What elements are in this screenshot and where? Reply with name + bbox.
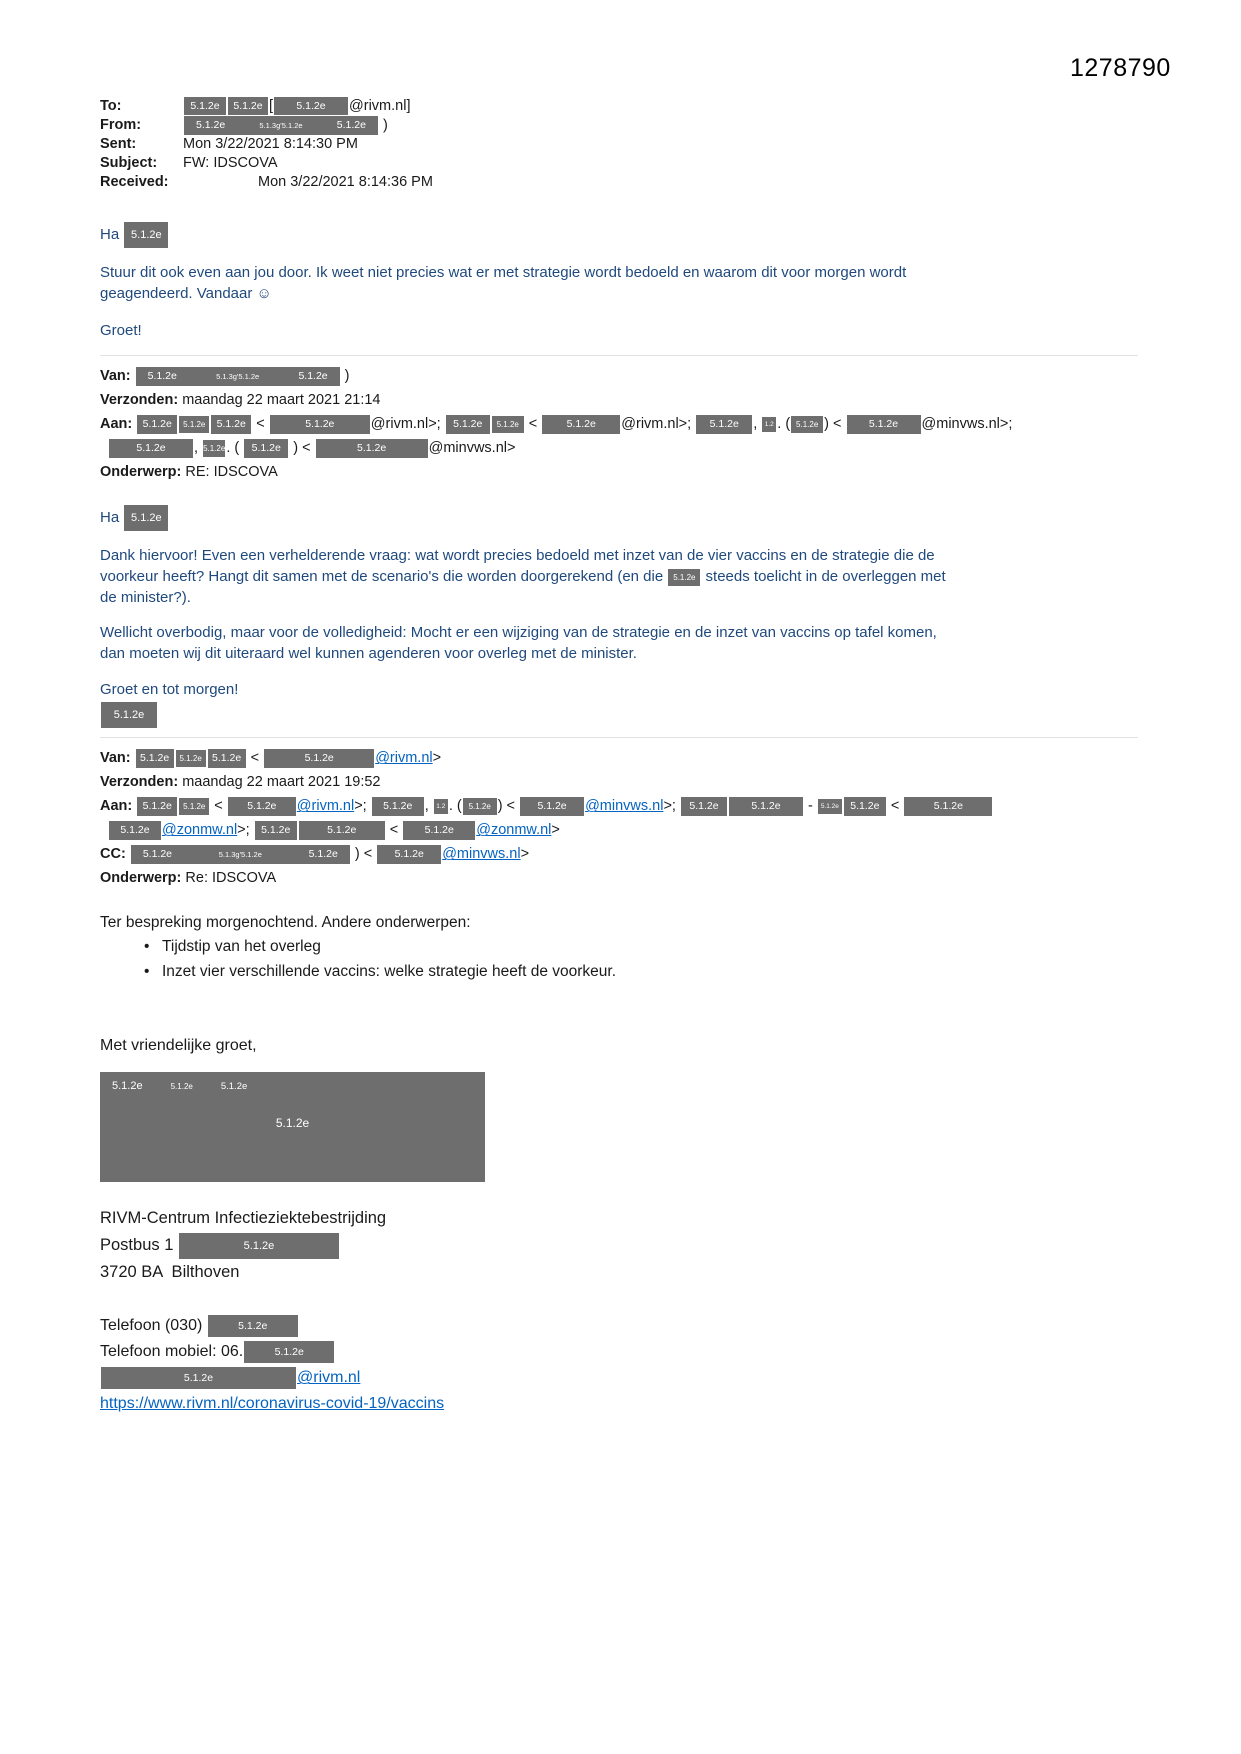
header-row-from <box>100 116 1160 135</box>
redaction-box: 5.1.2e 5.1.3g'5.1.2e 5.1.2e <box>136 367 340 386</box>
text-run: < <box>524 416 542 433</box>
redaction-box: 5.1.2e <box>179 416 209 433</box>
text-run: < <box>210 798 227 815</box>
quote-row-onderwerp <box>100 866 1160 890</box>
quoted-header-1 <box>100 364 1160 484</box>
redaction-box: 5.1.2e <box>542 415 620 434</box>
quote-row-onderwerp <box>100 460 1160 484</box>
quote-row-aan <box>100 412 1160 460</box>
redaction-box: 5.1.2e <box>270 415 370 434</box>
subject-label: Subject: <box>100 155 158 172</box>
cc-label: CC: <box>100 846 126 863</box>
redaction-box: 5.1.2e <box>208 749 246 768</box>
header-row-to <box>100 97 1160 116</box>
redaction-labels-row <box>100 1072 485 1092</box>
redaction-box: 5.1.2e <box>203 440 225 457</box>
text-run: geagendeerd. Vandaar ☺ <box>100 285 272 303</box>
redaction-box: 5.1.2e <box>668 569 700 586</box>
paragraph <box>100 622 1160 664</box>
text-run: steeds toelicht in de overleggen met <box>701 568 946 586</box>
greeting-line <box>100 505 1160 531</box>
from-value <box>183 116 388 135</box>
redaction-box: 5.1.2e <box>372 797 424 816</box>
text-run: >; <box>354 798 371 815</box>
text-run: < <box>886 798 904 815</box>
redaction-box: 5.1.2e <box>109 821 161 840</box>
redaction-box: 5.1.2e <box>492 416 524 433</box>
text-run: Ha <box>100 226 124 244</box>
redaction-box: 5.1.2e <box>299 821 385 840</box>
mail-header <box>100 0 1160 192</box>
redaction-box: 5.1.2e <box>681 797 727 816</box>
redaction-box: 5.1.2e <box>228 797 296 816</box>
text-run: > <box>520 846 530 863</box>
header-row-received <box>100 173 1160 192</box>
text-run: Wellicht overbodig, maar voor de volledigheid: Mocht er een wijziging van de strategie en de inzet van vaccins op tafel komen, <box>100 624 937 642</box>
text-run: Stuur dit ook even aan jou door. Ik weet niet precies wat er met strategie wordt bedoeld en waarom dit voor morgen wordt <box>100 264 907 282</box>
redaction-box: 5.1.2e <box>255 821 297 840</box>
text-run: ) < <box>289 440 315 457</box>
text-run: - <box>803 798 817 815</box>
redaction-box: 5.1.2e <box>137 797 177 816</box>
hyperlink[interactable]: @zonmw.nl <box>476 822 552 839</box>
quote-row-aan <box>100 794 1160 842</box>
van-label: Van: <box>100 750 131 767</box>
text-run: , <box>194 440 203 457</box>
redaction-box: 5.1.2e <box>446 415 490 434</box>
redaction-box: 5.1.2e 5.1.3g'5.1.2e 5.1.2e <box>131 845 350 864</box>
onderwerp-value: RE: IDSCOVA <box>185 464 278 481</box>
aan-label: Aan: <box>100 416 133 433</box>
redaction-box: 5.1.2e <box>136 749 174 768</box>
redaction-box: 5.1.2e <box>179 798 209 815</box>
text-run: ) <box>340 368 350 385</box>
text-run: voorkeur heeft? Hangt dit samen met de scenario's die worden doorgerekend (en die <box>100 568 668 586</box>
redaction-box: 5.1.2e <box>179 1233 339 1259</box>
redaction-box: 5.1.2e <box>463 798 497 815</box>
hyperlink[interactable]: @rivm.nl <box>297 1369 361 1387</box>
redacted-signature-block <box>100 1072 485 1182</box>
redaction-box: 5.1.2e <box>377 845 441 864</box>
signature <box>100 1205 1160 1417</box>
text-run: @minvws.nl>; <box>921 416 1013 433</box>
quote-row-van <box>100 746 1160 770</box>
closing-line: Groet! <box>100 322 142 340</box>
bullet-icon: • <box>144 938 150 956</box>
text-run: ) < <box>824 416 846 433</box>
redaction-box: 5.1.2e <box>844 797 886 816</box>
text-run: >; <box>663 798 680 815</box>
redaction-box: 5.1.2e <box>244 439 288 458</box>
list-item <box>100 934 1160 959</box>
bullet-icon: • <box>144 963 150 981</box>
intro-line: Ter bespreking morgenochtend. Andere onderwerpen: <box>100 914 471 932</box>
redaction-box: 5.1.2e <box>696 415 752 434</box>
redaction-box: 5.1.2e <box>791 416 823 433</box>
closing-line: Groet en tot morgen! <box>100 681 239 699</box>
text-run: . ( <box>448 798 462 815</box>
text-run: [ <box>269 98 274 114</box>
header-row-subject <box>100 154 1160 173</box>
text-run: Dank hiervoor! Even een verhelderende vraag: wat wordt precies bedoeld met inzet van de vier vaccins en de strategie die de <box>100 547 935 565</box>
text-run: . ( <box>777 416 791 433</box>
redaction-box: 5.1.2e <box>228 97 268 115</box>
text-run: < <box>246 750 264 767</box>
verzonden-value: maandag 22 maart 2021 21:14 <box>182 392 381 409</box>
text-run: > <box>432 750 442 767</box>
redaction-box: 5.1.2e <box>137 415 177 434</box>
redaction-box: 5.1.2e 5.1.3g'5.1.2e 5.1.2e <box>184 116 378 135</box>
to-label: To: <box>100 98 122 114</box>
redaction-label: 5.1.2e <box>220 1081 248 1093</box>
text-run: > <box>551 822 560 839</box>
text-run: @rivm.nl>; <box>621 416 696 433</box>
city-line: 3720 BA Bilthoven <box>100 1263 240 1282</box>
paragraph <box>100 262 1160 304</box>
quote-divider <box>100 737 1138 738</box>
text-run: Postbus 1 <box>100 1236 178 1255</box>
phone-line <box>100 1313 1160 1339</box>
quote-row-van <box>100 364 1160 388</box>
redaction-box: 5.1.2e <box>274 97 348 115</box>
postbus-line <box>100 1232 1160 1259</box>
closing-line: Met vriendelijke groet, <box>100 1037 257 1055</box>
redaction-box: 5.1.2e <box>211 415 251 434</box>
list-item-text: Tijdstip van het overleg <box>162 938 321 956</box>
list-item-text: Inzet vier verschillende vaccins: welke strategie heeft de voorkeur. <box>162 963 617 981</box>
redaction-box: 5.1.2e <box>847 415 921 434</box>
redaction-box: 5.1.2e <box>729 797 803 816</box>
van-label: Van: <box>100 368 131 385</box>
contact-info <box>100 1313 1160 1417</box>
van-value <box>135 368 350 384</box>
quote-row-verzonden <box>100 770 1160 794</box>
redaction-box: 5.1.2e <box>403 821 475 840</box>
redaction-box: 5.1.2e <box>124 222 168 248</box>
text-run: Telefoon mobiel: 06. <box>100 1343 244 1361</box>
text-run: dan moeten wij dit uiteraard wel kunnen agenderen voor overleg met de minister. <box>100 645 637 663</box>
received-value: Mon 3/22/2021 8:14:36 PM <box>258 174 433 191</box>
website-line <box>100 1391 1160 1417</box>
aan-value <box>100 798 993 838</box>
redaction-box: 5.1.2e <box>316 439 428 458</box>
text-run: ) <box>379 117 388 134</box>
redaction-box: 5.1.2e <box>176 750 206 767</box>
text-run: Telefoon (030) <box>100 1317 207 1335</box>
redaction-label: 5.1.2e <box>275 1116 310 1131</box>
text-run: ) < <box>350 846 377 863</box>
hyperlink[interactable]: @zonmw.nl <box>162 822 238 839</box>
subject-value: FW: IDSCOVA <box>183 155 278 172</box>
email-body-1 <box>100 222 1160 341</box>
quoted-header-2 <box>100 746 1160 890</box>
redaction-box: 5.1.2e <box>520 797 584 816</box>
redaction-box: 5.1.2e <box>208 1315 298 1337</box>
text-run: Ha <box>100 509 124 527</box>
redaction-box: 5.1.2e <box>264 749 374 768</box>
list-item <box>100 959 1160 984</box>
received-label: Received: <box>100 174 169 191</box>
paragraph <box>100 545 1160 608</box>
verzonden-label: Verzonden: <box>100 774 179 791</box>
header-row-sent <box>100 135 1160 154</box>
mobile-phone-line <box>100 1339 1160 1365</box>
van-value <box>135 750 441 766</box>
onderwerp-value: Re: IDSCOVA <box>185 870 277 887</box>
text-run: , <box>753 416 762 433</box>
hyperlink[interactable]: @rivm.nl <box>375 750 433 767</box>
sent-label: Sent: <box>100 136 137 153</box>
aan-label: Aan: <box>100 798 133 815</box>
quote-divider <box>100 355 1138 356</box>
email-body-2 <box>100 505 1160 728</box>
cc-value <box>130 846 529 862</box>
redaction-label: 5.1.2e <box>112 1080 143 1093</box>
text-run: de minister?). <box>100 589 191 607</box>
redaction-label: 5.1.2e <box>170 1082 193 1092</box>
text-run: . ( <box>226 440 244 457</box>
redaction-box: 5.1.2e <box>818 799 842 814</box>
text-run: ) < <box>497 798 520 815</box>
org-line: RIVM-Centrum Infectieziektebestrijding <box>100 1209 387 1228</box>
greeting-line <box>100 222 1160 248</box>
text-run: @rivm.nl>; <box>370 416 445 433</box>
redaction-box: 5.1.2e <box>904 797 992 816</box>
quote-row-verzonden <box>100 388 1160 412</box>
hyperlink[interactable]: @minvws.nl <box>585 798 664 815</box>
onderwerp-label: Onderwerp: <box>100 464 182 481</box>
redaction-box: 5.1.2e <box>101 702 157 728</box>
redaction-box: 5.1.2e <box>244 1341 334 1363</box>
to-value <box>183 97 410 116</box>
email-body-3 <box>100 912 1160 1057</box>
hyperlink[interactable]: @rivm.nl <box>296 798 355 815</box>
redaction-box: 5.1.2e <box>124 505 168 531</box>
redaction-box: 5.1.2e <box>184 97 226 115</box>
verzonden-value: maandag 22 maart 2021 19:52 <box>182 774 381 791</box>
onderwerp-label: Onderwerp: <box>100 870 182 887</box>
sent-value: Mon 3/22/2021 8:14:30 PM <box>183 136 358 153</box>
document-number: 1278790 <box>1070 54 1171 82</box>
text-run: , <box>424 798 433 815</box>
hyperlink[interactable]: @minvws.nl <box>442 846 521 863</box>
text-run: @minvws.nl> <box>428 440 516 457</box>
aan-value <box>100 416 1012 456</box>
text-run: >; <box>237 822 254 839</box>
text-run: < <box>385 822 403 839</box>
verzonden-label: Verzonden: <box>100 392 179 409</box>
text-run: @rivm.nl] <box>349 98 411 114</box>
email-line <box>100 1365 1160 1391</box>
redacted-signature <box>100 702 1160 728</box>
from-label: From: <box>100 117 142 133</box>
redaction-box: 5.1.2e <box>109 439 193 458</box>
redaction-box: 1.2 <box>762 417 776 432</box>
email-document <box>100 0 1160 1417</box>
quote-row-cc <box>100 842 1160 866</box>
text-run: < <box>252 416 269 433</box>
redaction-box: 1.2 <box>434 799 448 814</box>
redaction-box: 5.1.2e <box>101 1367 296 1389</box>
website-link[interactable]: https://www.rivm.nl/coronavirus-covid-19/vaccins <box>100 1395 445 1413</box>
